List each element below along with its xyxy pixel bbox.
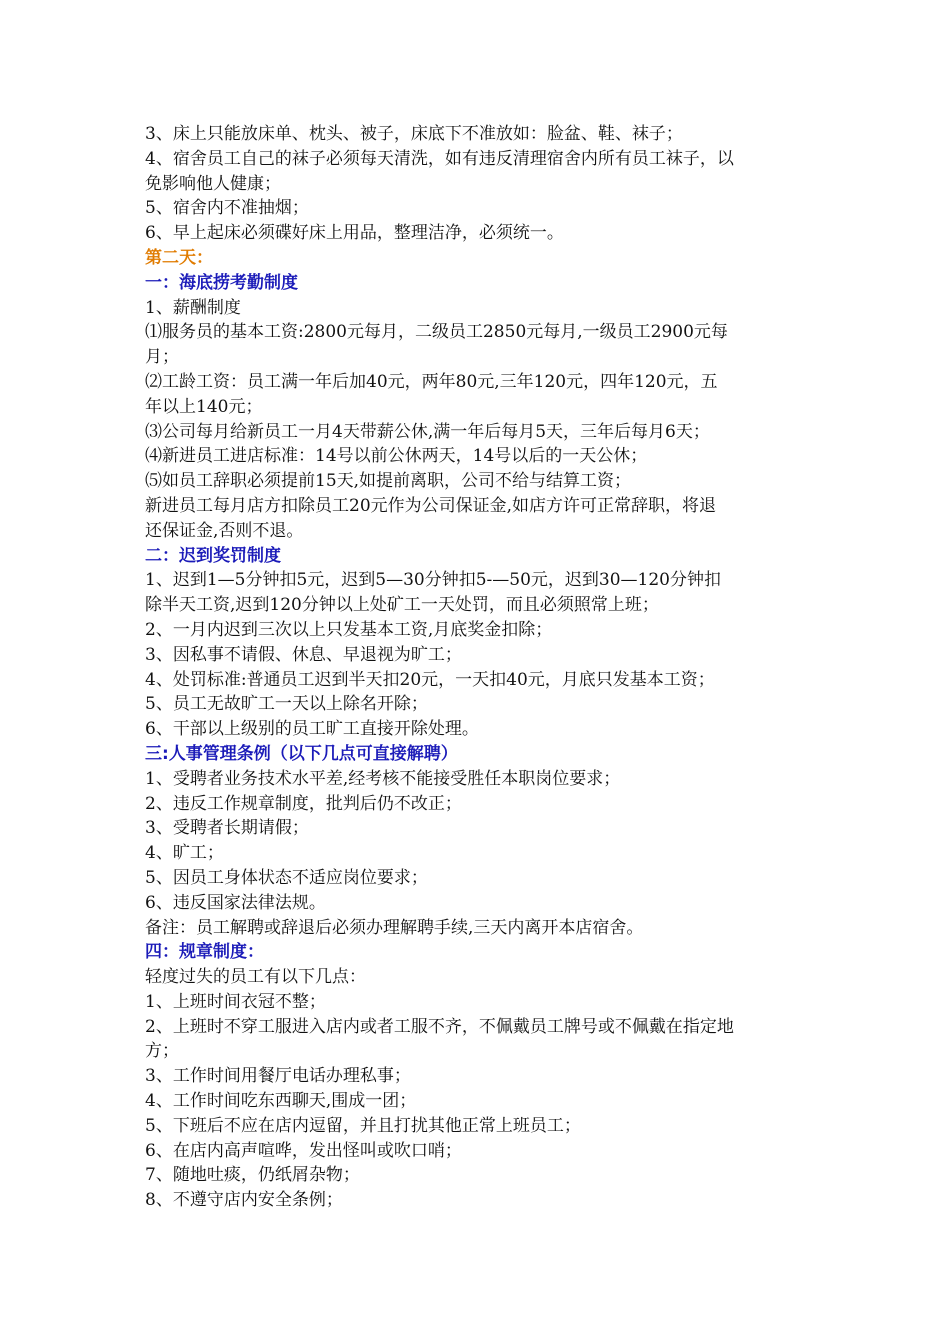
body-text-line: ⑸如员工辞职必须提前15天,如提前离职，公司不给与结算工资； — [145, 471, 632, 492]
body-text-line: 月； — [145, 347, 179, 368]
section-heading: 一：海底捞考勤制度 — [145, 272, 298, 293]
body-text-line: 1、受聘者业务技术水平差,经考核不能接受胜任本职岗位要求； — [145, 768, 621, 789]
body-text-line: ⑷新进员工进店标准：14号以前公休两天，14号以后的一天公休； — [145, 446, 648, 467]
body-text-line: 4、工作时间吃东西聊天,围成一团； — [145, 1091, 417, 1112]
body-text-line: 8、不遵守店内安全条例； — [145, 1190, 343, 1211]
body-text-line: 除半天工资,迟到120分钟以上处矿工一天处罚，而且必须照常上班； — [145, 595, 659, 616]
body-text-line: 方； — [145, 1041, 179, 1062]
body-text-line: 3、工作时间用餐厅电话办理私事； — [145, 1066, 411, 1087]
body-text-line: 还保证金,否则不退。 — [145, 520, 304, 541]
section-heading: 三:人事管理条例（以下几点可直接解聘） — [145, 743, 458, 764]
body-text-line: 2、上班时不穿工服进入店内或者工服不齐，不佩戴员工牌号或不佩戴在指定地 — [145, 1016, 734, 1037]
body-text-line: 备注：员工解聘或辞退后必须办理解聘手续,三天内离开本店宿舍。 — [145, 917, 644, 938]
body-text-line: 4、宿舍员工自己的袜子必须每天清洗，如有违反清理宿舍内所有员工袜子，以 — [145, 148, 734, 169]
body-text-line: 5、宿舍内不准抽烟； — [145, 198, 309, 219]
section-heading: 四：规章制度： — [145, 942, 264, 963]
body-text-line: 1、迟到1—5分钟扣5元，迟到5—30分钟扣5-—50元，迟到30—120分钟扣 — [145, 570, 721, 591]
body-text-line: ⑶公司每月给新员工一月4天带薪公休,满一年后每月5天，三年后每月6天； — [145, 421, 710, 442]
body-text-line: 7、随地吐痰，仍纸屑杂物； — [145, 1165, 360, 1186]
body-text-line: 年以上140元； — [145, 396, 263, 417]
body-text-line: 6、违反国家法律法规。 — [145, 892, 326, 913]
body-text-line: 3、因私事不请假、休息、早退视为旷工； — [145, 644, 462, 665]
body-text-line: 1、薪酬制度 — [145, 297, 241, 318]
body-text-line: 5、员工无故旷工一天以上除名开除； — [145, 694, 428, 715]
body-text-line: ⑴服务员的基本工资:2800元每月，二级员工2850元每月,一级员工2900元每 — [145, 322, 728, 343]
body-text-line: 免影响他人健康； — [145, 173, 281, 194]
body-text-line: 2、违反工作规章制度，批判后仍不改正； — [145, 793, 462, 814]
body-text-line: 新进员工每月店方扣除员工20元作为公司保证金,如店方许可正常辞职，将退 — [145, 495, 717, 516]
body-text-line: 4、处罚标准:普通员工迟到半天扣20元，一天扣40元，月底只发基本工资； — [145, 669, 715, 690]
body-text-line: 4、旷工； — [145, 843, 224, 864]
section-heading: 二：迟到奖罚制度 — [145, 545, 281, 566]
body-text-line: 1、上班时间衣冠不整； — [145, 991, 326, 1012]
body-text-line: 6、干部以上级别的员工旷工直接开除处理。 — [145, 719, 479, 740]
document-page — [145, 122, 813, 1213]
body-text-line: 6、早上起床必须碟好床上用品，整理洁净，必须统一。 — [145, 223, 564, 244]
body-text-line: 轻度过失的员工有以下几点： — [145, 967, 366, 988]
body-text-line: 5、下班后不应在店内逗留，并且打扰其他正常上班员工； — [145, 1115, 581, 1136]
day-heading: 第二天： — [145, 247, 213, 268]
body-text-line: 3、床上只能放床单、枕头、被子，床底下不准放如：脸盆、鞋、袜子； — [145, 124, 683, 144]
body-text-line: ⑵工龄工资：员工满一年后加40元，两年80元,三年120元，四年120元，五 — [145, 371, 718, 392]
body-text-line: 5、因员工身体状态不适应岗位要求； — [145, 867, 428, 888]
body-text-line: 2、一月内迟到三次以上只发基本工资,月底奖金扣除； — [145, 619, 553, 640]
body-text-line: 3、受聘者长期请假； — [145, 818, 309, 839]
body-text-line: 6、在店内高声喧哗，发出怪叫或吹口哨； — [145, 1140, 462, 1161]
